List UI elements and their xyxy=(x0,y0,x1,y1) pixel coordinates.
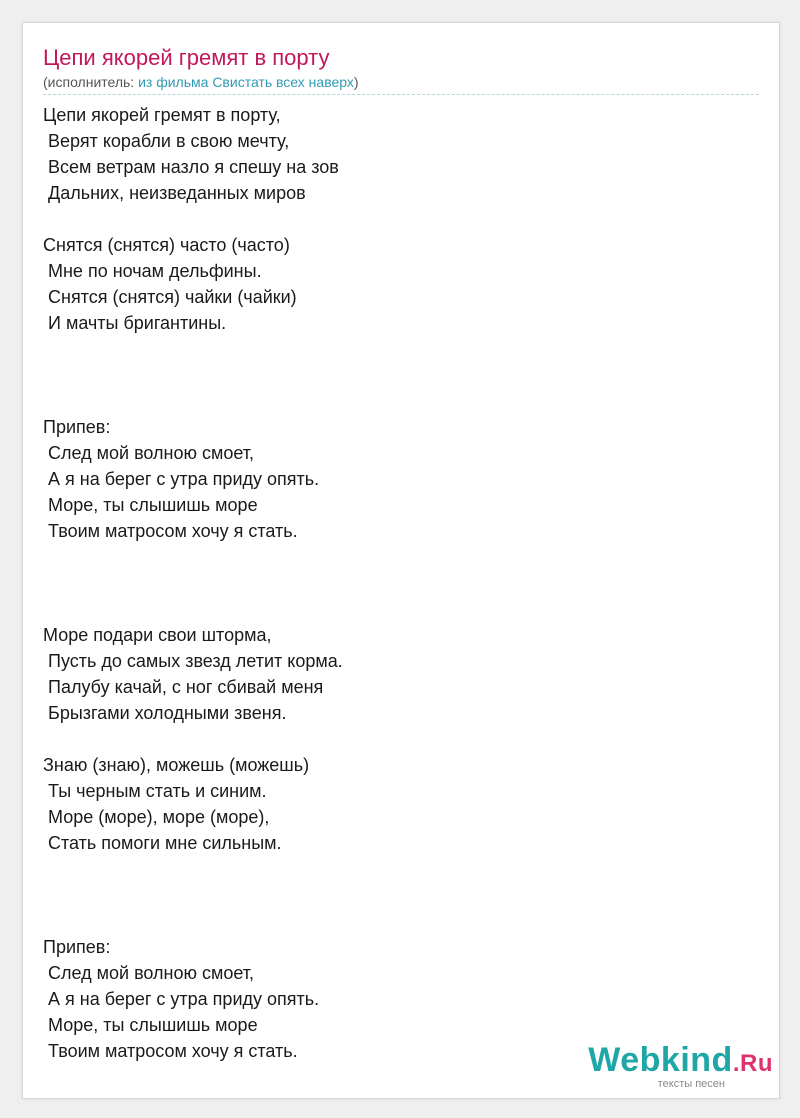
webkind-logo xyxy=(588,1042,773,1082)
lyric-line: А я на берег с утра приду опять. xyxy=(48,989,320,1009)
lyric-line: След мой волною смоет, xyxy=(48,963,255,983)
chorus-label: Припев: xyxy=(43,417,111,437)
lyric-line: Твоим матросом хочу я стать. xyxy=(48,1041,298,1061)
lyric-line: Знаю (знаю), можешь (можешь) xyxy=(43,755,310,775)
lyrics-sheet xyxy=(22,22,780,1099)
lyrics-body xyxy=(43,102,743,1064)
logo-tagline: тексты песен xyxy=(657,1078,725,1090)
subtitle-suffix: ) xyxy=(353,74,359,90)
lyric-line: Дальних, неизведанных миров xyxy=(48,183,306,203)
lyric-line: Ты черным стать и синим. xyxy=(48,781,267,801)
verse-3 xyxy=(43,622,743,726)
logo-tld: .Ru xyxy=(732,1050,773,1077)
verse-1 xyxy=(43,102,743,206)
song-title: Цепи якорей гремят в порту xyxy=(43,45,330,70)
lyric-line: Всем ветрам назло я спешу на зов xyxy=(48,157,339,177)
lyric-line: Палубу качай, с ног сбивай меня xyxy=(48,677,324,697)
stanza-gap xyxy=(43,206,743,232)
lyric-line: Снятся (снятся) часто (часто) xyxy=(43,235,290,255)
section-gap xyxy=(43,544,743,622)
lyric-line: Мне по ночам дельфины. xyxy=(48,261,262,281)
lyric-line: И мачты бригантины. xyxy=(48,313,227,333)
lyric-line: Море, ты слышишь море xyxy=(48,1015,258,1035)
subtitle-prefix: (исполнитель: xyxy=(43,74,139,90)
lyric-line: Море, ты слышишь море xyxy=(48,495,258,515)
header-divider xyxy=(43,94,759,95)
lyric-line: Брызгами холодными звеня. xyxy=(48,703,287,723)
lyric-line: Море подари свои шторма, xyxy=(43,625,272,645)
lyric-line: А я на берег с утра приду опять. xyxy=(48,469,320,489)
verse-2 xyxy=(43,232,743,336)
section-gap xyxy=(43,336,743,414)
lyric-line: Стать помоги мне сильным. xyxy=(48,833,282,853)
lyric-line: Верят корабли в свою мечту, xyxy=(48,131,290,151)
song-subtitle xyxy=(43,74,359,90)
verse-4 xyxy=(43,752,743,856)
lyric-line: Цепи якорей гремят в порту, xyxy=(43,105,281,125)
section-gap xyxy=(43,856,743,934)
stanza-gap xyxy=(43,726,743,752)
lyric-line: Пусть до самых звезд летит корма. xyxy=(48,651,343,671)
lyric-line: Снятся (снятся) чайки (чайки) xyxy=(48,287,297,307)
artist-link[interactable]: из фильма Свистать всех наверх xyxy=(138,74,354,90)
chorus-1 xyxy=(43,414,743,544)
logo-brand: Webkind xyxy=(588,1041,733,1079)
lyric-line: Море (море), море (море), xyxy=(48,807,270,827)
lyric-line: Твоим матросом хочу я стать. xyxy=(48,521,298,541)
webkind-watermark xyxy=(588,1042,773,1090)
lyric-line: След мой волною смоет, xyxy=(48,443,255,463)
chorus-label: Припев: xyxy=(43,937,111,957)
